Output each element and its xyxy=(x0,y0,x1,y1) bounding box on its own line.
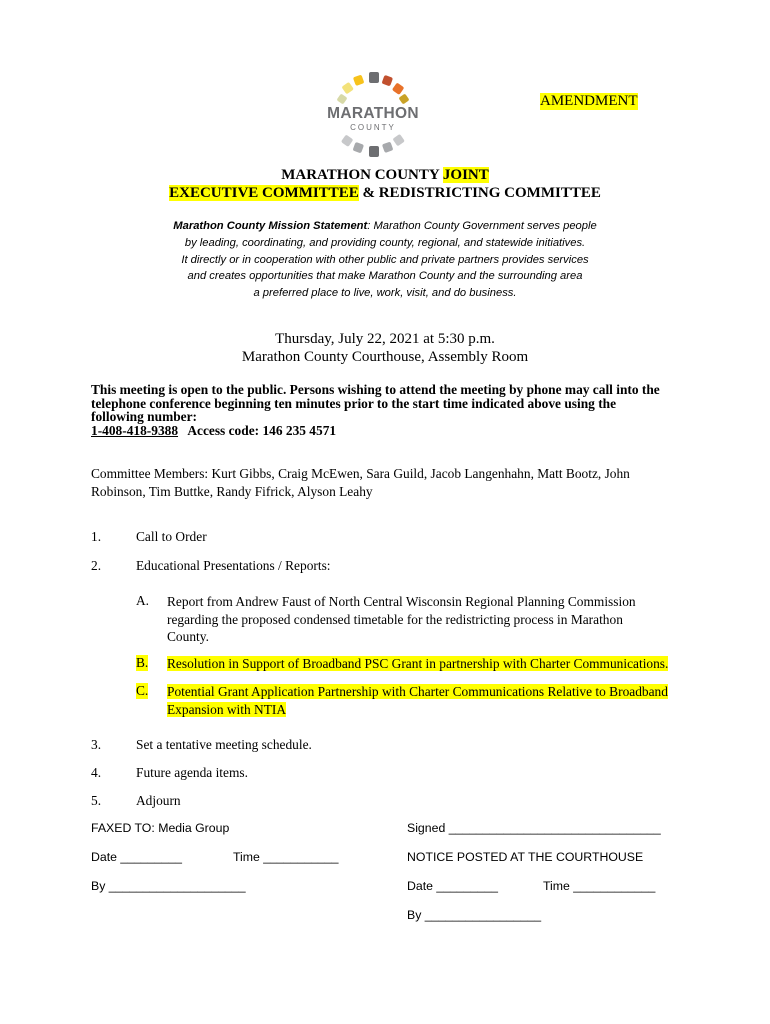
sub-item-text xyxy=(167,655,697,673)
agenda-item-text: Future agenda items. xyxy=(136,765,248,780)
agenda-item-number: 2. xyxy=(91,558,102,573)
by-field-right: By _________________ xyxy=(407,908,542,922)
mission-statement xyxy=(150,218,620,302)
notice-line: following number: xyxy=(91,409,198,424)
logo-subtext: COUNTY xyxy=(350,123,396,132)
mission-label: Marathon County Mission Statement xyxy=(173,220,368,232)
sub-item-line: Resolution in Support of Broadband PSC Grant in partnership with Charter Communications. xyxy=(167,656,669,671)
mission-line: It directly or in cooperation with other public and private partners provides services xyxy=(181,253,589,266)
sub-item-text xyxy=(167,593,697,646)
meeting-date: Thursday, July 22, 2021 at 5:30 p.m. xyxy=(275,331,495,347)
sub-item-letter: A. xyxy=(136,593,150,608)
agenda-item-number: 1. xyxy=(91,529,102,544)
agenda-item-text: Educational Presentations / Reports: xyxy=(136,558,331,573)
title-text: MARATHON COUNTY xyxy=(281,167,443,183)
document-title-line1 xyxy=(0,167,770,184)
time-field-right: Time ____________ xyxy=(543,879,656,893)
sub-item-line: regarding the proposed condensed timetable for the redistricting process in Marathon xyxy=(167,611,623,627)
agenda-item-number: 5. xyxy=(91,793,102,808)
agenda-item-text: Adjourn xyxy=(136,793,181,808)
faxed-to: FAXED TO: Media Group xyxy=(91,821,230,835)
agenda-item-number: 3. xyxy=(91,737,102,752)
date-field-left: Date _________ xyxy=(91,850,182,864)
document-title-line2 xyxy=(0,185,770,202)
notice-line: telephone conference beginning ten minutes prior to the start time indicated above using the xyxy=(91,395,617,411)
time-field-left: Time ___________ xyxy=(233,850,339,864)
meeting-location: Marathon County Courthouse, Assembly Room xyxy=(241,349,529,365)
sub-item-line: Potential Grant Application Partnership with Charter Communications Relative to Broadband xyxy=(167,684,668,699)
mission-line: : Marathon County Government serves people xyxy=(367,220,597,232)
phone-number: 1-408-418-9388 xyxy=(91,422,179,438)
by-field-left: By ____________________ xyxy=(91,879,246,893)
agenda-item-number: 4. xyxy=(91,765,102,780)
signed-line: Signed _______________________________ xyxy=(407,821,661,835)
date-field-right: Date _________ xyxy=(407,879,498,893)
committee-members xyxy=(91,465,661,501)
sub-item-line: County. xyxy=(167,629,209,644)
agenda-item-text: Call to Order xyxy=(136,529,207,544)
agenda-item-text: Set a tentative meeting schedule. xyxy=(136,737,312,752)
marathon-county-logo xyxy=(318,70,428,160)
sub-item-letter: C. xyxy=(136,683,149,698)
sub-item-line: Report from Andrew Faust of North Central Wisconsin Regional Planning Commission xyxy=(167,594,636,609)
mission-line: a preferred place to live, work, visit, and do business. xyxy=(253,287,517,300)
mission-line: by leading, coordinating, and providing county, regional, and statewide initiatives. xyxy=(184,236,586,249)
notice-line: This meeting is open to the public. Persons wishing to attend the meeting by phone may call into the xyxy=(91,382,660,397)
sub-item-line: Expansion with NTIA xyxy=(167,701,287,717)
members-line: Robinson, Tim Buttke, Randy Fifrick, Alyson Leahy xyxy=(91,484,373,499)
amendment-label: AMENDMENT xyxy=(540,93,638,109)
access-code: Access code: 146 235 4571 xyxy=(178,422,337,438)
title-highlight-executive: EXECUTIVE COMMITTEE xyxy=(169,185,359,201)
notice-posted: NOTICE POSTED AT THE COURTHOUSE xyxy=(407,850,644,864)
members-line: Committee Members: Kurt Gibbs, Craig McEwen, Sara Guild, Jacob Langenhahn, Matt Bootz, John xyxy=(91,466,630,481)
mission-line: and creates opportunities that make Marathon County and the surrounding area xyxy=(187,270,583,283)
sub-item-letter: B. xyxy=(136,655,149,670)
title-highlight-joint: JOINT xyxy=(442,167,489,183)
logo-text: MARATHON xyxy=(327,105,419,122)
title-text: & REDISTRICTING COMMITTEE xyxy=(358,185,601,201)
public-notice xyxy=(91,383,691,437)
sub-item-text xyxy=(167,683,697,718)
